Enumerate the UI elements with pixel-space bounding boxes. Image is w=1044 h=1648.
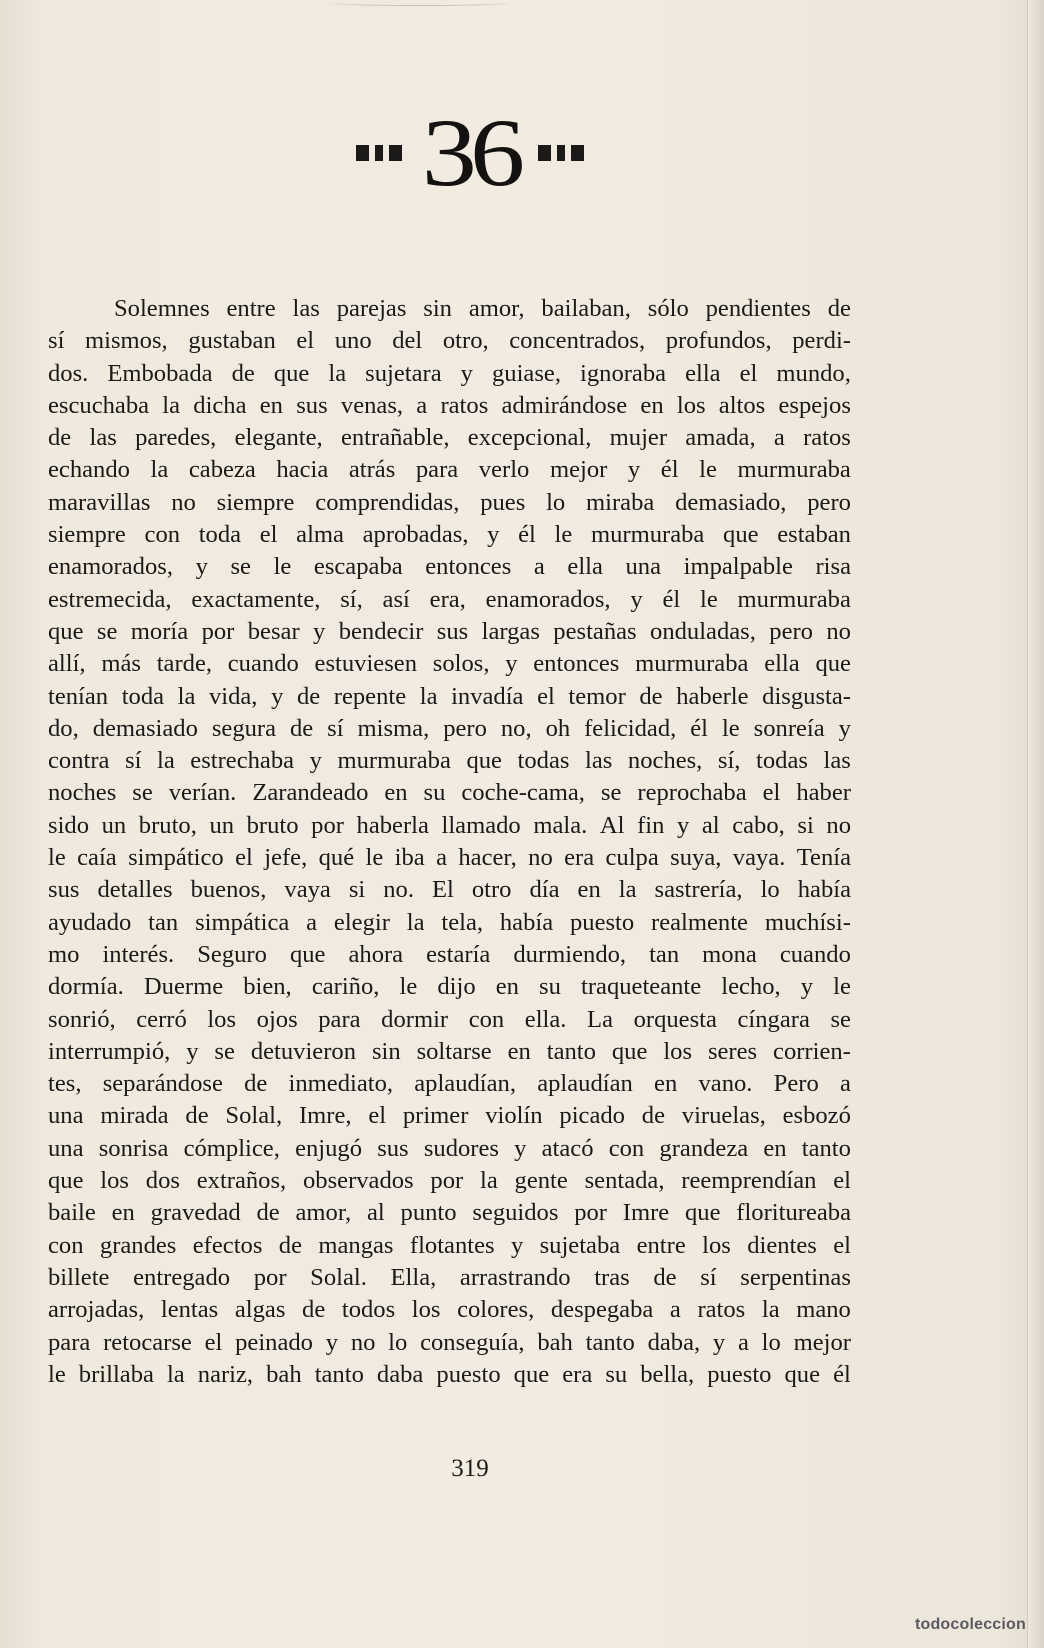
text-line: dos. Embobada de que la sujetara y guiase, ignoraba ella el mundo,	[48, 359, 851, 387]
text-line: una mirada de Solal, Imre, el primer violín picado de viruelas, esbozó	[48, 1102, 851, 1130]
text-line: que los dos extraños, observados por la gente sentada, reemprendían el	[48, 1167, 851, 1195]
text-line: dormía. Duerme bien, cariño, le dijo en su traqueteante lecho, y le	[48, 973, 851, 1001]
text-line: baile en gravedad de amor, al punto seguidos por Imre que floritureaba	[48, 1199, 851, 1227]
text-line: mo interés. Seguro que ahora estaría durmiendo, tan mona cuando	[48, 940, 851, 968]
text-line: con grandes efectos de mangas flotantes y sujetaba entre los dientes el	[48, 1231, 851, 1259]
body-text	[48, 293, 851, 1391]
text-line: le brillaba la nariz, bah tanto daba puesto que era su bella, puesto que él	[48, 1360, 851, 1388]
text-line: do, demasiado segura de sí misma, pero no, oh felicidad, él le sonreía y	[48, 714, 851, 742]
text-line: le caía simpático el jefe, qué le iba a hacer, no era culpa suya, vaya. Tenía	[48, 844, 851, 872]
right-ornament	[538, 145, 584, 161]
text-line: de las paredes, elegante, entrañable, excepcional, mujer amada, a ratos	[48, 424, 851, 452]
text-line: billete entregado por Solal. Ella, arrastrando tras de sí serpentinas	[48, 1263, 851, 1291]
page-number: 319	[451, 1455, 489, 1482]
watermark: todocoleccion	[914, 1616, 1026, 1633]
page-top-mark	[330, 0, 510, 6]
text-line: tenían toda la vida, y de repente la invadía el temor de haberle disgusta-	[48, 682, 851, 710]
chapter-number: 36	[421, 99, 519, 206]
text-line: que se moría por besar y bendecir sus largas pestañas onduladas, pero no	[48, 617, 851, 645]
text-line: maravillas no siempre comprendidas, pues lo miraba demasiado, pero	[48, 488, 851, 516]
text-line: Solemnes entre las parejas sin amor, bailaban, sólo pendientes de	[114, 295, 851, 322]
page-edge	[1027, 0, 1044, 1648]
chapter-heading	[0, 99, 940, 206]
text-line: una sonrisa cómplice, enjugó sus sudores y atacó con grandeza en tanto	[48, 1134, 851, 1162]
text-line: tes, separándose de inmediato, aplaudían, aplaudían en vano. Pero a	[48, 1070, 851, 1098]
text-line: escuchaba la dicha en sus venas, a ratos admirándose en los altos espejos	[48, 391, 851, 419]
text-line: siempre con toda el alma aprobadas, y él le murmuraba que estaban	[48, 521, 851, 549]
text-line: sus detalles buenos, vaya si no. El otro día en la sastrería, lo había	[48, 876, 851, 904]
text-line: sido un bruto, un bruto por haberla llamado mala. Al fin y al cabo, si no	[48, 811, 851, 839]
text-line: para retocarse el peinado y no lo conseguía, bah tanto daba, y a lo mejor	[48, 1328, 851, 1356]
text-line: allí, más tarde, cuando estuviesen solos, y entonces murmuraba ella que	[48, 650, 851, 678]
left-ornament	[356, 145, 402, 161]
text-line: sí mismos, gustaban el uno del otro, concentrados, profundos, perdi-	[48, 327, 851, 355]
text-line: ayudado tan simpática a elegir la tela, había puesto realmente muchísi-	[48, 908, 851, 936]
text-line: sonrió, cerró los ojos para dormir con ella. La orquesta cíngara se	[48, 1005, 851, 1033]
text-line: echando la cabeza hacia atrás para verlo mejor y él le murmuraba	[48, 456, 851, 484]
text-line: noches se verían. Zarandeado en su coche-cama, se reprochaba el haber	[48, 779, 851, 807]
text-line: interrumpió, y se detuvieron sin soltarse en tanto que los seres corrien-	[48, 1037, 851, 1065]
text-line: enamorados, y se le escapaba entonces a ella una impalpable risa	[48, 553, 851, 581]
text-line: arrojadas, lentas algas de todos los colores, despegaba a ratos la mano	[48, 1296, 851, 1324]
text-line: contra sí la estrechaba y murmuraba que todas las noches, sí, todas las	[48, 747, 851, 775]
text-line: estremecida, exactamente, sí, así era, enamorados, y él le murmuraba	[48, 585, 851, 613]
